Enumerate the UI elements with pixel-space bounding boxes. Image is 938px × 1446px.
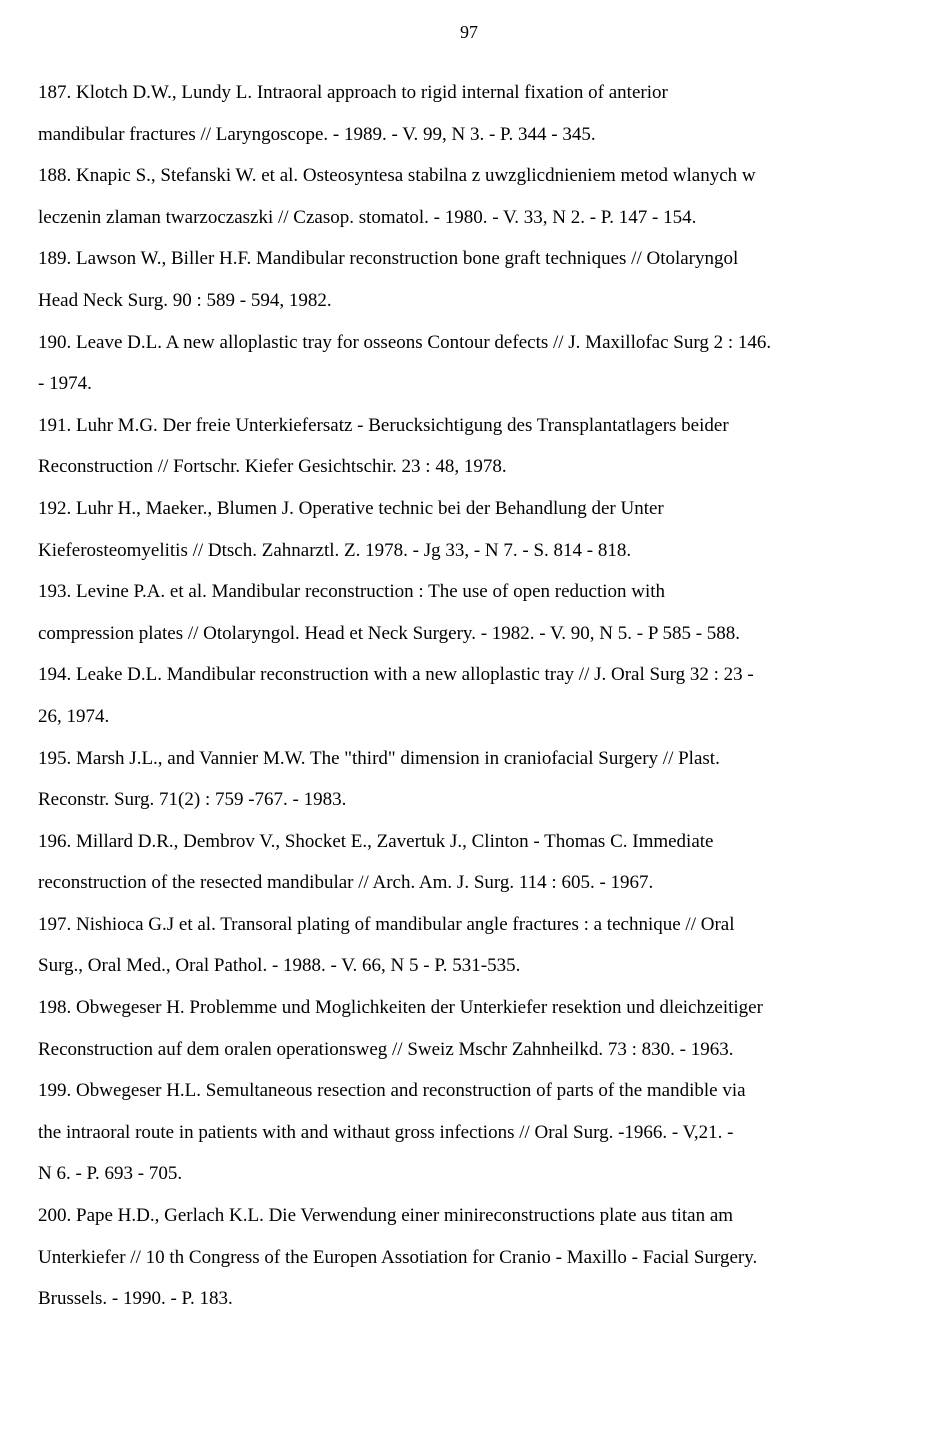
reference-line: N 6. - P. 693 - 705. [38, 1163, 183, 1185]
reference-entry [38, 1195, 910, 1320]
reference-line: 199. Obwegeser H.L. Semultaneous resection and reconstruction of parts of the mandible via [38, 1080, 746, 1102]
reference-line: Reconstruction auf dem oralen operationsweg // Sweiz Mschr Zahnheilkd. 73 : 830. - 1963. [38, 1038, 734, 1060]
reference-line: compression plates // Otolaryngol. Head et Neck Surgery. - 1982. - V. 90, N 5. - P 585 - 588. [38, 622, 741, 644]
page-number: 97 [460, 22, 478, 42]
reference-entry [38, 571, 910, 654]
reference-line: 187. Klotch D.W., Lundy L. Intraoral approach to rigid internal fixation of anterior [38, 82, 668, 103]
reference-entry [38, 904, 910, 987]
reference-entry [38, 238, 910, 321]
reference-line: Reconstruction // Fortschr. Kiefer Gesichtschir. 23 : 48, 1978. [38, 456, 507, 478]
reference-entry [38, 72, 910, 155]
reference-line: mandibular fractures // Laryngoscope. - 1989. - V. 99, N 3. - P. 344 - 345. [38, 123, 596, 145]
reference-line: Reconstr. Surg. 71(2) : 759 -767. - 1983. [38, 789, 347, 811]
reference-line: leczenin zlaman twarzoczaszki // Czasop. stomatol. - 1980. - V. 33, N 2. - P. 147 - 154. [38, 206, 697, 228]
reference-entry [38, 488, 910, 571]
reference-line: 195. Marsh J.L., and Vannier M.W. The "third" dimension in craniofacial Surgery // Plast. [38, 747, 720, 769]
reference-line: Unterkiefer // 10 th Congress of the Europen Assotiation for Cranio - Maxillo - Facial Surgery. [38, 1246, 758, 1268]
reference-line: 192. Luhr H., Maeker., Blumen J. Operative technic bei der Behandlung der Unter [38, 497, 664, 519]
reference-entry [38, 821, 910, 904]
reference-line: Surg., Oral Med., Oral Pathol. - 1988. - V. 66, N 5 - P. 531-535. [38, 955, 521, 977]
reference-line: 189. Lawson W., Biller H.F. Mandibular reconstruction bone graft techniques // Otolaryngol [38, 248, 739, 270]
reference-line: 193. Levine P.A. et al. Mandibular reconstruction : The use of open reduction with [38, 581, 666, 603]
reference-entry [38, 987, 910, 1070]
reference-line: - 1974. [38, 373, 92, 395]
reference-line: 190. Leave D.L. A new alloplastic tray for osseons Contour defects // J. Maxillofac Surg 2 : 146. [38, 331, 772, 353]
reference-entry [38, 155, 910, 238]
reference-line: 198. Obwegeser H. Problemme und Moglichkeiten der Unterkiefer resektion und dleichzeitiger [38, 997, 763, 1019]
reference-entry [38, 405, 910, 488]
reference-line: the intraoral route in patients with and withaut gross infections // Oral Surg. -1966. - V,21. - [38, 1121, 734, 1143]
reference-line: 188. Knapic S., Stefanski W. et al. Osteosyntesa stabilna z uwzglicdnieniem metod wlanych w [38, 165, 756, 187]
reference-list [38, 72, 910, 1320]
reference-entry [38, 1070, 910, 1195]
reference-line: 196. Millard D.R., Dembrov V., Shocket E., Zavertuk J., Clinton - Thomas C. Immediate [38, 830, 714, 852]
reference-line: 191. Luhr M.G. Der freie Unterkiefersatz - Berucksichtigung des Transplantatlagers beider [38, 414, 729, 436]
reference-line: Brussels. - 1990. - P. 183. [38, 1288, 233, 1310]
reference-line: 194. Leake D.L. Mandibular reconstruction with a new alloplastic tray // J. Oral Surg 32 : 23 - [38, 664, 754, 686]
reference-line: 197. Nishioca G.J et al. Transoral plating of mandibular angle fractures : a technique // Oral [38, 913, 735, 935]
reference-line: Head Neck Surg. 90 : 589 - 594, 1982. [38, 289, 332, 311]
reference-entry [38, 322, 910, 405]
reference-line: 200. Pape H.D., Gerlach K.L. Die Verwendung einer minireconstructions plate aus titan am [38, 1205, 734, 1227]
reference-line: reconstruction of the resected mandibular // Arch. Am. J. Surg. 114 : 605. - 1967. [38, 872, 654, 894]
reference-line: Kieferosteomyelitis // Dtsch. Zahnarztl. Z. 1978. - Jg 33, - N 7. - S. 814 - 818. [38, 539, 632, 561]
reference-line: 26, 1974. [38, 705, 110, 727]
reference-entry [38, 738, 910, 821]
reference-entry [38, 654, 910, 737]
